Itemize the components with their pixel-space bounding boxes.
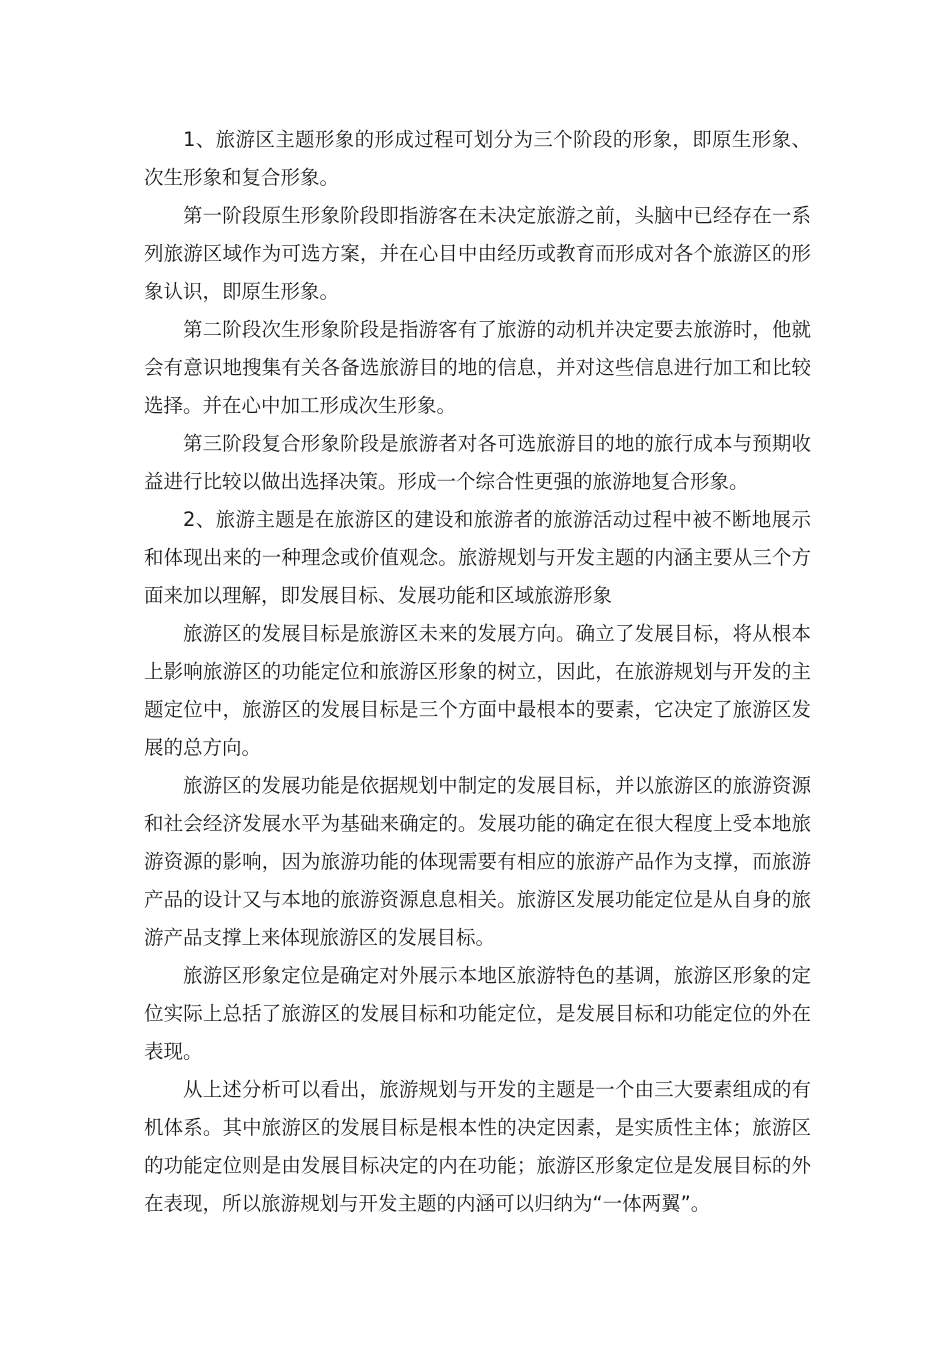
paragraph-conclusion: 从上述分析可以看出，旅游规划与开发的主题是一个由三大要素组成的有机体系。其中旅游区的发展目标是根本性的决定因素，是实质性主体；旅游区的功能定位则是由发展目标决定的内在功能；旅游区形象定位是发展目标的外在表现，所以旅游规划与开发主题的内涵可以归纳为“一体两翼”。 bbox=[144, 1078, 811, 1215]
document-body bbox=[144, 121, 811, 1223]
paragraph-stage-three: 第三阶段复合形象阶段是旅游者对各可选旅游目的地的旅行成本与预期收益进行比较以做出选择决策。形成一个综合性更强的旅游地复合形象。 bbox=[144, 432, 811, 493]
paragraph-image-positioning: 旅游区形象定位是确定对外展示本地区旅游特色的基调，旅游区形象的定位实际上总括了旅游区的发展目标和功能定位，是发展目标和功能定位的外在表现。 bbox=[144, 964, 811, 1063]
paragraph-stage-overview: 1、旅游区主题形象的形成过程可划分为三个阶段的形象，即原生形象、次生形象和复合形象。 bbox=[144, 128, 811, 189]
paragraph-stage-one: 第一阶段原生形象阶段即指游客在未决定旅游之前，头脑中已经存在一系列旅游区域作为可选方案，并在心目中由经历或教育而形成对各个旅游区的形象认识，即原生形象。 bbox=[144, 204, 811, 303]
paragraph-theme-definition: 2、旅游主题是在旅游区的建设和旅游者的旅游活动过程中被不断地展示和体现出来的一种理念或价值观念。旅游规划与开发主题的内涵主要从三个方面来加以理解，即发展目标、发展功能和区域旅游形象 bbox=[144, 508, 811, 607]
paragraph-development-goal: 旅游区的发展目标是旅游区未来的发展方向。确立了发展目标，将从根本上影响旅游区的功能定位和旅游区形象的树立，因此，在旅游规划与开发的主题定位中，旅游区的发展目标是三个方面中最根本的要素，它决定了旅游区发展的总方向。 bbox=[144, 622, 811, 759]
paragraph-development-function: 旅游区的发展功能是依据规划中制定的发展目标，并以旅游区的旅游资源和社会经济发展水平为基础来确定的。发展功能的确定在很大程度上受本地旅游资源的影响，因为旅游功能的体现需要有相应的旅游产品作为支撑，而旅游产品的设计又与本地的旅游资源息息相关。旅游区发展功能定位是从自身的旅游产品支撑上来体现旅游区的发展目标。 bbox=[144, 774, 811, 949]
paragraph-stage-two: 第二阶段次生形象阶段是指游客有了旅游的动机并决定要去旅游时，他就会有意识地搜集有关各备选旅游目的地的信息，并对这些信息进行加工和比较选择。并在心中加工形成次生形象。 bbox=[144, 318, 811, 417]
